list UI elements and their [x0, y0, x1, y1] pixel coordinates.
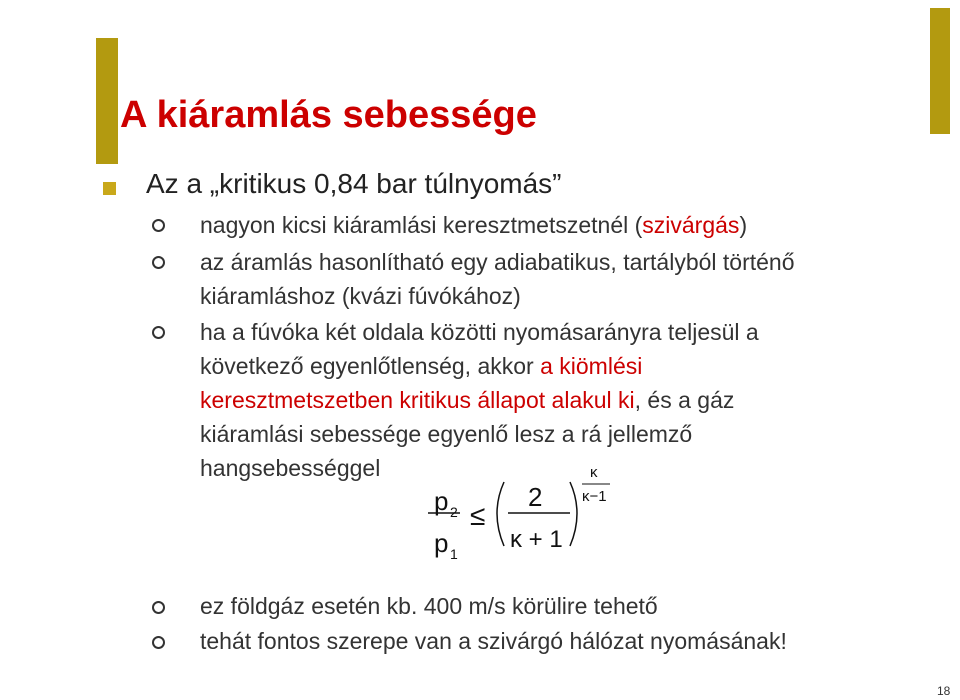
list-item-line: [200, 279, 795, 313]
highlighted-text: keresztmetszetben kritikus állapot alakul ki: [200, 387, 635, 413]
decorative-bracket-right: [930, 8, 950, 134]
list-item-line: [200, 624, 787, 658]
formula-rhs-denominator: κ + 1: [510, 526, 563, 553]
formula-p-denominator-sub: 1: [450, 546, 458, 562]
list-item-line: [200, 589, 658, 623]
list-item-line: [200, 315, 759, 349]
list-item: [200, 208, 747, 242]
body-text: következő egyenlőtlenség, akkor: [200, 353, 541, 379]
list-item: [200, 624, 787, 658]
decorative-bracket-left: [96, 38, 118, 164]
body-text: ha a fúvóka két oldala közötti nyomásarányra teljesül a: [200, 319, 759, 345]
circle-bullet-icon: [152, 219, 165, 232]
slide-title: A kiáramlás sebessége: [120, 94, 537, 136]
body-text: kiáramláshoz (kvázi fúvókához): [200, 283, 521, 309]
formula-p-numerator-sub: 2: [450, 504, 458, 520]
formula-relation: ≤: [470, 500, 486, 531]
highlighted-text: szivárgás: [642, 212, 740, 238]
list-item: [200, 245, 795, 313]
main-bullet-text: Az a „kritikus 0,84 bar túlnyomás”: [146, 168, 562, 199]
page-number: 18: [937, 684, 951, 698]
formula-exponent-denominator: κ−1: [582, 488, 607, 505]
list-item-line: [200, 208, 747, 242]
formula-exponent-numerator: κ: [590, 464, 598, 481]
list-item: [200, 589, 658, 623]
body-text: , és a gáz: [634, 387, 735, 413]
body-text: az áramlás hasonlítható egy adiabatikus, tartályból történő: [200, 249, 795, 275]
formula-p-numerator: p: [434, 486, 449, 516]
body-text: hangsebességgel: [200, 455, 381, 481]
body-text: tehát fontos szerepe van a szivárgó hálózat nyomásának!: [200, 628, 787, 654]
circle-bullet-icon: [152, 326, 165, 339]
body-text: kiáramlási sebessége egyenlő lesz a rá jellemző: [200, 421, 693, 447]
list-item-line: [200, 383, 759, 417]
square-bullet-icon: [103, 182, 116, 195]
formula-p-denominator: p: [434, 528, 449, 558]
circle-bullet-icon: [152, 256, 165, 269]
formula-lines: [420, 460, 640, 580]
circle-bullet-icon: [152, 601, 165, 614]
list-item-line: [200, 245, 795, 279]
body-text: ez földgáz esetén kb. 400 m/s körülire tehető: [200, 593, 658, 619]
body-text: nagyon kicsi kiáramlási keresztmetszetnél (: [200, 212, 643, 238]
formula-rhs-numerator: 2: [528, 482, 543, 512]
list-item-line: [200, 417, 759, 451]
circle-bullet-icon: [152, 636, 165, 649]
pressure-ratio-formula: [420, 460, 640, 580]
list-item-line: [200, 349, 759, 383]
highlighted-text: a kiömlési: [540, 353, 643, 379]
body-text: ): [739, 212, 748, 238]
